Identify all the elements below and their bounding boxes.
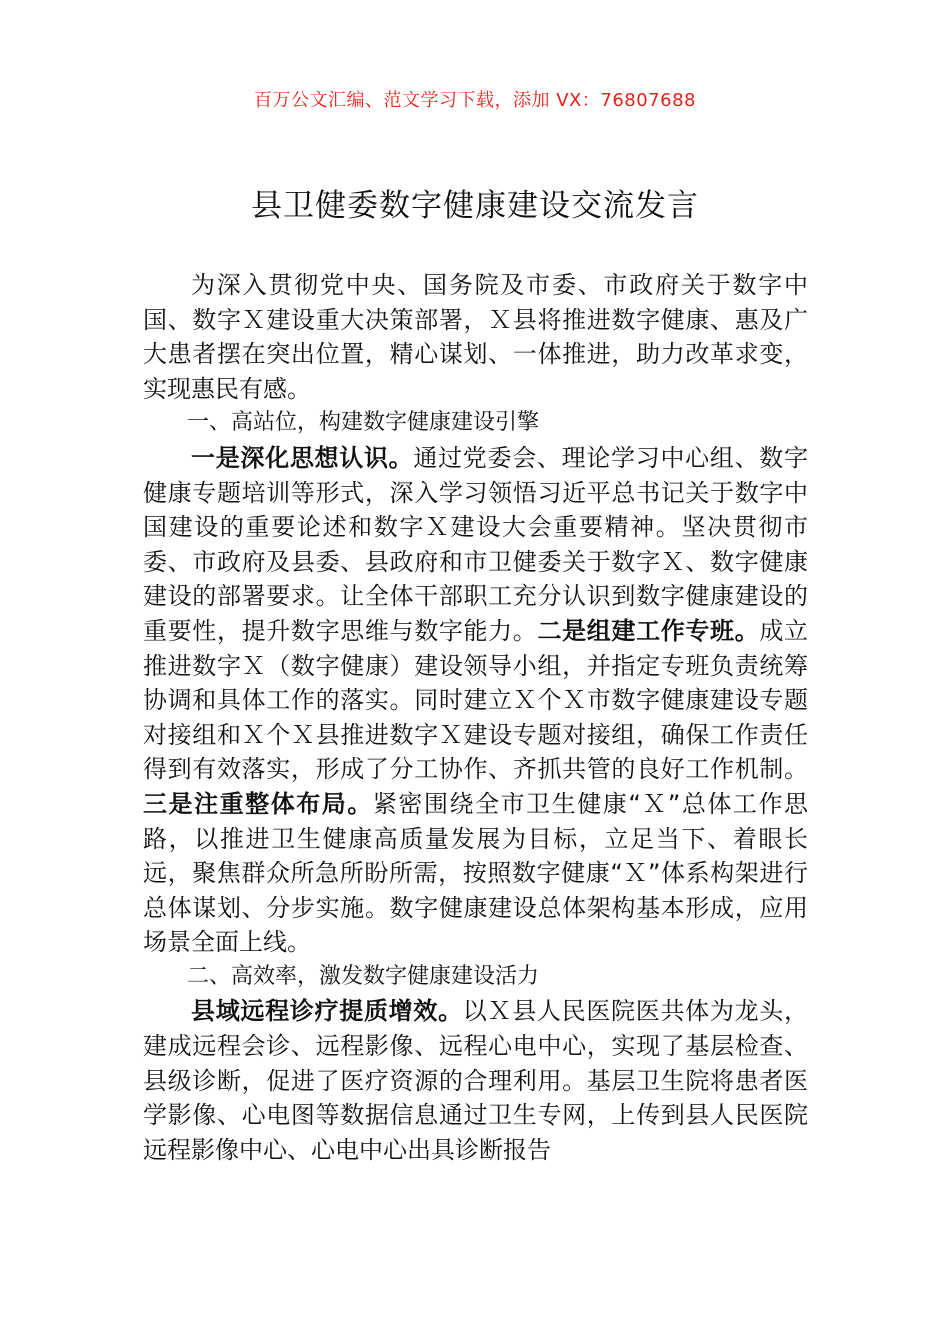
lead-deepen-understanding: 一是深化思想认识。 [191,443,414,472]
lead-working-group: 二是组建工作专班。 [537,616,760,645]
lead-overall-layout: 三是注重整体布局。 [143,789,373,818]
section-heading-2: 二、高效率，激发数字健康建设活力 [187,963,540,989]
header-note: 百万公文汇编、范文学习下载，添加 VX：76807688 [254,90,696,111]
section2-paragraph [143,994,808,1167]
body-text-span: 以Ｘ县人民医院医共体为龙头，建成远程会诊、远程影像、远程心电中心，实现了基层检查、县级诊断，促进了医疗资源的合理利用。基层卫生院将患者医学影像、心电图等数据信息通过卫生专网，上传到县人民医院远程影像中心、心电中心出具诊断报告 [143,997,809,1164]
page-title: 县卫健委数字健康建设交流发言 [251,188,699,224]
section1-paragraph [143,441,808,960]
intro-paragraph: 为深入贯彻党中央、国务院及市委、市政府关于数字中国、数字Ｘ建设重大决策部署，Ｘ县将推进数字健康、惠及广大患者摆在突出位置，精心谋划、一体推进，助力改革求变，实现惠民有感。 [143,271,808,403]
body-text-span: 成立推进数字Ｘ（数字健康）建设领导小组，并指定专班负责统筹协调和具体工作的落实。同时建立Ｘ个Ｘ市数字健康建设专题对接组和Ｘ个Ｘ县推进数字Ｘ建设专题对接组，确保工作责任得到有效落实，形成了分工协作、齐抓共管的良好工作机制。 [143,616,809,784]
document-body [143,268,808,1167]
body-text-span: 通过党委会、理论学习中心组、数字健康专题培训等形式，深入学习领悟习近平总书记关于数字中国建设的重要论述和数字Ｘ建设大会重要精神。坚决贯彻市委、市政府及县委、县政府和市卫健委关于数字Ｘ、数字健康建设的部署要求。让全体干部职工充分认识到数字健康建设的重要性，提升数字思维与数字能力。 [143,443,808,645]
body-text-span: 紧密围绕全市卫生健康“Ｘ”总体工作思路，以推进卫生健康高质量发展为目标，立足当下、着眼长远，聚焦群众所急所盼所需，按照数字健康“Ｘ”体系构架进行总体谋划、分步实施。数字健康建设总体架构基本形成，应用场景全面上线。 [143,789,808,957]
lead-remote-diagnosis: 县域远程诊疗提质增效。 [191,997,463,1026]
section-heading-1: 一、高站位，构建数字健康建设引擎 [187,410,540,436]
